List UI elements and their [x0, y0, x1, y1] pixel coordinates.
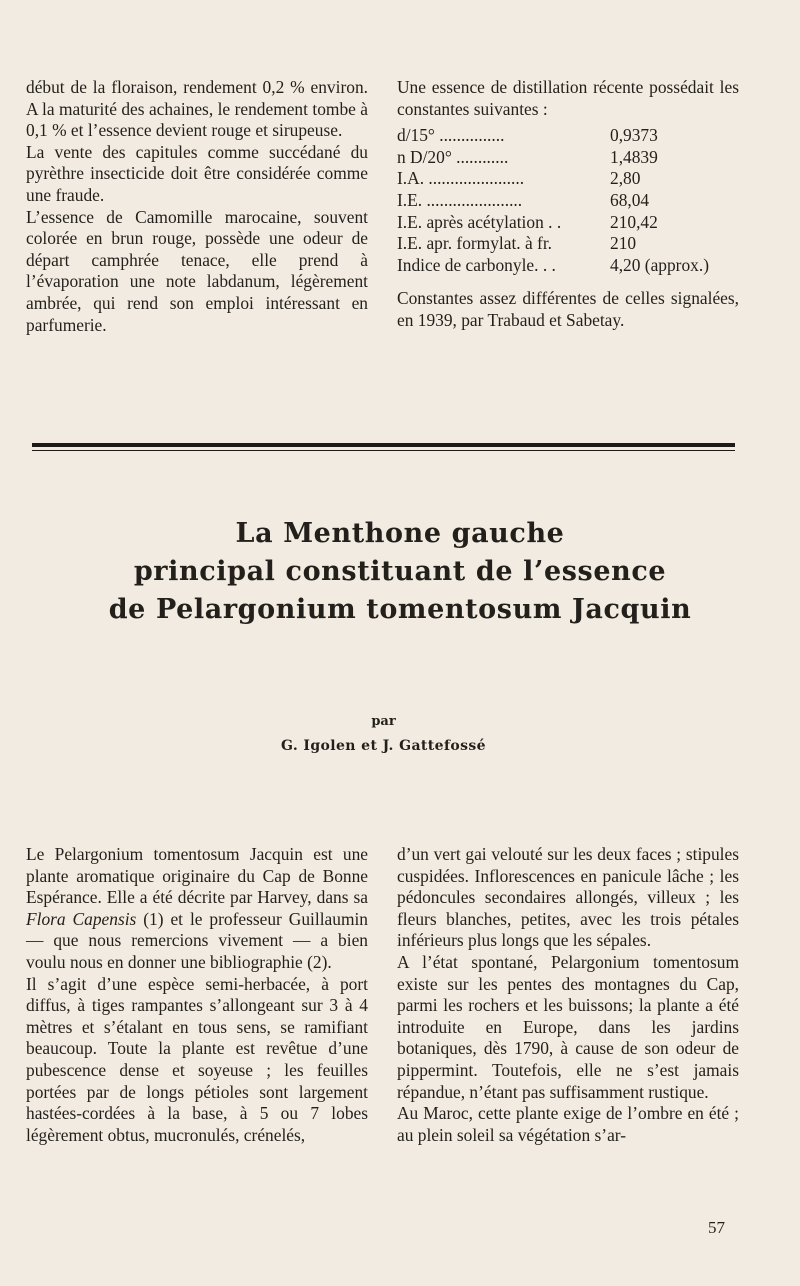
constant-value: 4,20 (approx.)	[610, 254, 710, 275]
paragraph: Il s’agit d’une espèce semi-herbacée, à port diffus, à tiges rampantes s’allongeant sur 3 à 4 mètres et s’étalant en tous sens, se ramifiant beaucoup. Toute la plante est revêtue d’une pubescence dense et soyeuse ; les feuilles portées par de longs pétioles sont largement hastées-cordées à la base, à 5 ou 7 lobes légèrement obtus, mucronulés, crénelés,	[26, 973, 368, 1145]
constants-intro: Une essence de distillation récente possédait les constantes suivantes :	[397, 77, 739, 119]
constant-value: 68,04	[610, 189, 650, 210]
constant-label: d/15° ...............	[397, 125, 505, 146]
page-number: 57	[708, 1218, 725, 1237]
paragraph: Au Maroc, cette plante exige de l’ombre en été ; au plein soleil sa végétation s’ar-	[397, 1103, 739, 1145]
constant-label: I.A. ......................	[397, 168, 525, 189]
constants-table	[397, 125, 739, 276]
constant-value: 1,4839	[610, 146, 658, 167]
section-divider-thin	[32, 450, 735, 451]
constant-row	[397, 255, 739, 277]
constant-row	[397, 147, 739, 169]
article-authors: G. Igolen et J. Gattefossé	[281, 738, 486, 754]
paragraph: début de la floraison, rendement 0,2 % environ. A la maturité des achaines, le rendement tombe à 0,1 % et l’essence devient rouge et sirupeuse.	[26, 77, 368, 141]
paragraph: d’un vert gai velouté sur les deux faces ; stipules cuspidées. Inflorescences en panicule lâche ; les pédoncules secondaires allongés, villeux ; les fleurs blanches, petites, avec les trois pétales inférieurs plus longs que les sépales.	[397, 844, 739, 951]
title-line: La Menthone gauche	[235, 518, 565, 549]
paragraph	[26, 844, 368, 974]
text-run: Le Pelargonium tomentosum Jacquin est une plante aromatique originaire du Cap de Bonne Espérance. Elle a été décrite par Harvey, dans sa	[26, 844, 368, 908]
constant-value: 0,9373	[610, 125, 658, 146]
constants-closing: Constantes assez différentes de celles signalées, en 1939, par Trabaud et Sabetay.	[397, 288, 739, 330]
constant-value: 210,42	[610, 211, 658, 232]
constant-row	[397, 233, 739, 255]
top-right-column	[397, 77, 739, 332]
constant-row	[397, 125, 739, 147]
constant-label: I.E. après acétylation . .	[397, 211, 562, 232]
constant-label: Indice de carbonyle. . .	[397, 254, 556, 275]
constant-label: I.E. apr. formylat. à fr.	[397, 233, 553, 254]
article-title	[20, 515, 780, 629]
constant-label: n D/20° ............	[397, 146, 509, 167]
book-title: Flora Capensis	[26, 908, 137, 929]
bottom-right-column	[397, 844, 739, 1146]
constant-row	[397, 168, 739, 190]
paragraph: La vente des capitules comme succédané du pyrèthre insecticide doit être considérée comme une fraude.	[26, 141, 368, 205]
top-left-column	[26, 77, 368, 336]
constant-row	[397, 190, 739, 212]
section-divider-thick	[32, 443, 735, 447]
constant-label: I.E. ......................	[397, 189, 523, 210]
bottom-left-column	[26, 844, 368, 1146]
byline-par: par	[371, 714, 396, 729]
paragraph: A l’état spontané, Pelargonium tomentosum existe sur les pentes des montagnes du Cap, parmi les rochers et les buissons; la plante a été introduite en Europe, dans les jardins botaniques, dès 1790, à cause de son odeur de pippermint. Toutefois, elle ne s’est jamais répandue, n’étant pas suffisamment rustique.	[397, 951, 739, 1102]
constant-value: 2,80	[610, 168, 641, 189]
constant-row	[397, 212, 739, 234]
text-run: (1) et le professeur Guillaumin — que nous remercions vivement — a bien voulu nous en donner une bibliographie (2).	[26, 908, 368, 972]
title-line: principal constituant de l’essence	[133, 556, 667, 587]
paragraph: L’essence de Camomille marocaine, souvent colorée en brun rouge, possède une odeur de départ camphrée tenace, elle prend à l’évaporation une note labdanum, légèrement ambrée, qui rend son emploi intéressant en parfumerie.	[26, 206, 368, 335]
title-line: de Pelargonium tomentosum Jacquin	[108, 594, 692, 625]
constant-value: 210	[610, 233, 637, 254]
